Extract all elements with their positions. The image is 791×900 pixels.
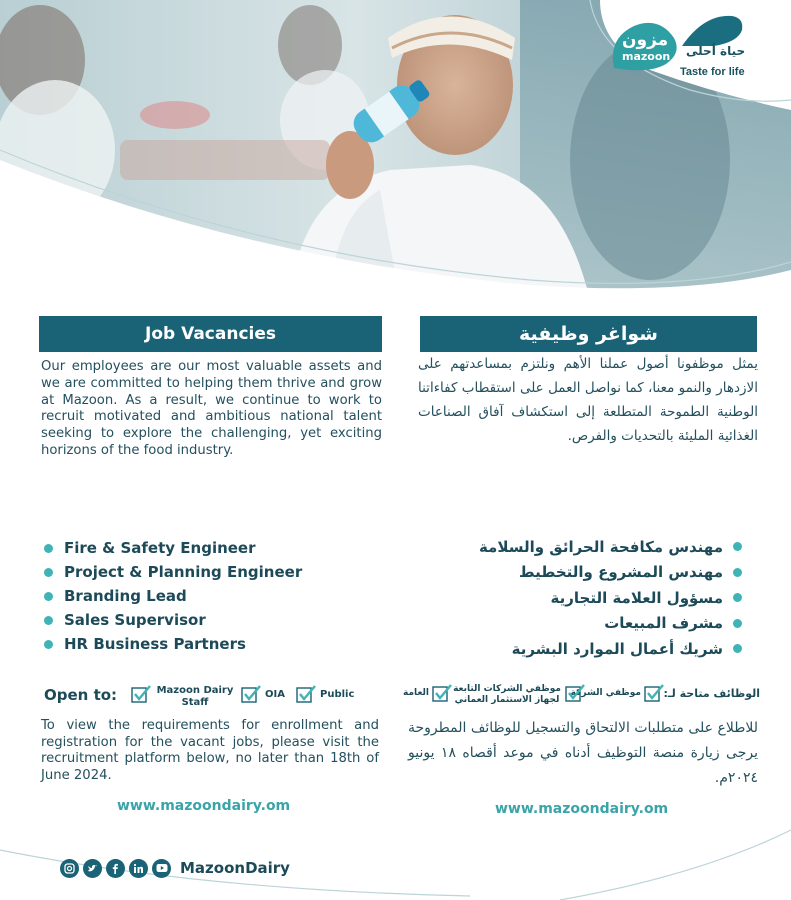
social-media-bar <box>60 858 290 878</box>
list-item <box>440 636 742 662</box>
job-title-en: Sales Supervisor <box>64 611 206 629</box>
option-label: OIA <box>265 689 285 700</box>
bullet-icon <box>44 592 53 601</box>
requirements-text-en: To view the requirements for enrollment and registration for the vacant jobs, please visit the recruitment platform below, no later than 18th of June 2024. <box>41 718 379 783</box>
open-to-label: Open to: <box>44 686 118 704</box>
checkbox-checked-icon <box>565 684 585 702</box>
social-handle: MazoonDairy <box>180 859 290 877</box>
bullet-icon <box>733 644 742 653</box>
option-label: Public <box>320 689 355 700</box>
bullet-icon <box>733 542 742 551</box>
job-title-en: HR Business Partners <box>64 635 246 653</box>
bullet-icon <box>44 616 53 625</box>
hero-banner <box>0 0 791 300</box>
linkedin-icon[interactable] <box>129 859 148 878</box>
bullet-icon <box>733 593 742 602</box>
logo-name-en: mazoon <box>622 50 671 63</box>
youtube-icon[interactable] <box>152 859 171 878</box>
checkbox-checked-icon <box>131 685 151 703</box>
bullet-icon <box>733 568 742 577</box>
facebook-icon[interactable] <box>106 859 125 878</box>
job-list-en <box>44 536 374 656</box>
requirements-text-ar: للاطلاع على متطلبات الالتحاق والتسجيل للوظائف المطروحة يرجى زيارة منصة التوظيف أدناه في موعد أقصاه ١٨ يونيو ٢٠٢٤م. <box>408 720 758 786</box>
logo-name-ar: مزون <box>622 30 669 50</box>
list-item <box>440 560 742 586</box>
job-vacancies-header: Job Vacancies <box>39 316 382 352</box>
job-title-ar: مهندس مكافحة الحرائق والسلامة <box>478 537 723 556</box>
job-list-ar <box>440 534 742 662</box>
open-to-option <box>241 685 285 703</box>
open-to-option <box>296 685 354 703</box>
option-label: Mazoon Dairy Staff <box>156 685 234 708</box>
job-title-en: Fire & Safety Engineer <box>64 539 256 557</box>
open-to-option <box>131 685 241 709</box>
recruitment-link[interactable]: www.mazoondairy.om <box>117 798 291 814</box>
intro-paragraph-en: Our employees are our most valuable assets and we are committed to helping them thrive and grow at Mazoon. As a result, we continue to work to recruit motivated and ambitious national talent seeking to explore the challenging, yet exciting horizons of the food industry. <box>41 359 382 458</box>
intro-paragraph-ar: يمثل موظفونا أصول عملنا الأهم ونلتزم بمساعدتهم على الازدهار والنمو معنا، كما نواصل العمل على استقطاب كفاءاتنا الوطنية الطموحة المتطلعة إلى استكشاف آفاق الصناعات الغذائية المليئة بالتحديات والفرص. <box>418 356 758 444</box>
job-title-en: Project & Planning Engineer <box>64 563 303 581</box>
open-to-option-ar <box>403 684 452 702</box>
job-title-ar: شريك أعمال الموارد البشرية <box>511 639 723 658</box>
list-item <box>440 611 742 637</box>
list-item <box>440 585 742 611</box>
list-item <box>44 536 374 560</box>
instagram-icon[interactable] <box>60 859 79 878</box>
logo-tagline-ar: حياة أحلى <box>686 44 746 58</box>
option-label-ar: موظفي الشركة <box>570 688 641 698</box>
open-to-option-ar <box>450 684 585 706</box>
option-label-ar: موظفي الشركات التابعة لجهاز الاستثمار العماني <box>453 684 561 705</box>
logo-tagline-en: Taste for life <box>680 66 745 78</box>
bullet-icon <box>733 619 742 628</box>
open-to-ar <box>404 684 760 718</box>
bullet-icon <box>44 544 53 553</box>
twitter-icon[interactable] <box>83 859 102 878</box>
option-label-ar: العامة <box>403 688 429 698</box>
list-item <box>44 632 374 656</box>
job-vacancies-header-ar: شواغر وظيفية <box>420 316 757 352</box>
checkbox-checked-icon <box>241 685 261 703</box>
bullet-icon <box>44 568 53 577</box>
recruitment-link-ar[interactable]: www.mazoondairy.om <box>495 801 669 817</box>
list-item <box>44 560 374 584</box>
mazoon-logo <box>604 8 754 86</box>
bullet-icon <box>44 640 53 649</box>
job-title-header-ar: المسمى الوظيفي <box>504 492 673 514</box>
job-title-en: Branding Lead <box>64 587 187 605</box>
open-to-label-ar: الوظائف متاحة لـ: <box>663 687 760 700</box>
open-to-en <box>44 684 384 714</box>
job-title-ar: مشرف المبيعات <box>604 614 723 633</box>
list-item <box>440 534 742 560</box>
job-title-ar: مهندس المشروع والتخطيط <box>519 563 723 582</box>
list-item <box>44 584 374 608</box>
list-item <box>44 608 374 632</box>
checkbox-checked-icon <box>296 685 316 703</box>
checkbox-checked-icon <box>644 684 664 702</box>
checkbox-checked-icon <box>432 684 452 702</box>
job-title-header: Job Title <box>164 493 244 513</box>
job-title-ar: مسؤول العلامة التجارية <box>550 588 723 607</box>
